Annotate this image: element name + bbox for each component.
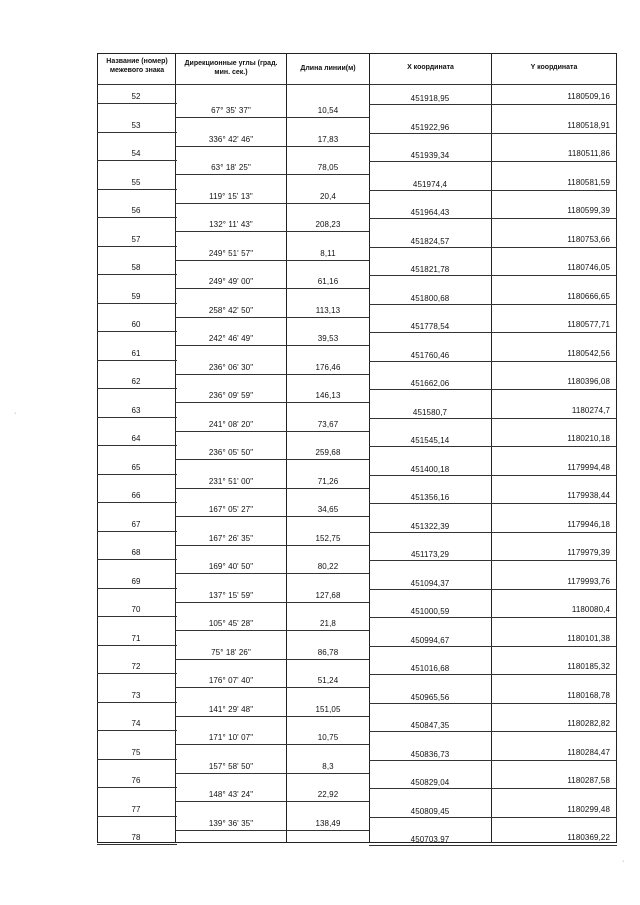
- point-underline: [97, 331, 177, 332]
- point-underline: [97, 445, 177, 446]
- y-coordinate-value: 1180284,47: [567, 747, 610, 757]
- y-coordinate-value: 1180185,32: [567, 662, 610, 671]
- point-underline: [97, 474, 177, 475]
- y-coordinate-value: 1180542,56: [567, 348, 610, 358]
- x-coordinate-value: 451662,06: [410, 379, 450, 388]
- line-length-value: 34,65: [317, 505, 339, 514]
- direction-angle-value: 132° 11' 43": [209, 220, 253, 229]
- segment-underline: [175, 231, 369, 232]
- coordinate-underline: [369, 104, 617, 105]
- column-divider: [286, 53, 287, 843]
- direction-angle-value: 258° 42' 50": [208, 305, 254, 315]
- x-coordinate-value: 451580,7: [412, 407, 448, 417]
- point-underline: [97, 274, 177, 275]
- point-number: 55: [131, 177, 141, 187]
- x-coordinate-value: 450847,35: [410, 721, 450, 730]
- y-coordinate-value: 1180369,22: [567, 833, 610, 842]
- point-number: 52: [131, 92, 141, 101]
- segment-underline: [175, 830, 369, 831]
- line-length-value: 259,68: [315, 448, 341, 457]
- point-number: 62: [131, 377, 141, 386]
- header-x-coordinate: X координата: [407, 64, 454, 71]
- y-coordinate-value: 1179946,18: [567, 519, 610, 529]
- x-coordinate-value: 451824,57: [410, 236, 450, 246]
- direction-angle-value: 249° 51' 57": [208, 248, 254, 258]
- segment-underline: [175, 260, 369, 261]
- x-coordinate-value: 451939,34: [410, 151, 450, 160]
- coordinate-underline: [369, 161, 617, 162]
- y-coordinate-value: 1180274,7: [571, 405, 610, 415]
- point-underline: [97, 103, 177, 104]
- header-rule: [97, 84, 617, 85]
- direction-angle-value: 249° 49' 00": [208, 277, 254, 286]
- y-coordinate-value: 1180511,86: [567, 149, 610, 158]
- line-length-value: 152,75: [315, 533, 341, 543]
- x-coordinate-value: 451964,43: [410, 208, 450, 217]
- x-coordinate-value: 451400,18: [410, 464, 450, 474]
- coordinate-underline: [369, 332, 617, 333]
- direction-angle-value: 176° 07' 40": [208, 676, 254, 685]
- point-number: 78: [131, 833, 141, 842]
- y-coordinate-value: 1180599,39: [567, 206, 610, 215]
- header-y-coordinate: Y координата: [530, 64, 578, 71]
- direction-angle-value: 169° 40' 50": [208, 562, 254, 571]
- coordinate-underline: [369, 133, 617, 134]
- page-dot: ·: [14, 410, 17, 417]
- x-coordinate-value: 451322,39: [410, 521, 450, 531]
- column-divider: [175, 53, 176, 843]
- y-coordinate-value: 1180518,91: [567, 120, 610, 130]
- segment-underline: [175, 146, 369, 147]
- segment-underline: [175, 431, 369, 432]
- line-length-value: 176,46: [315, 362, 341, 372]
- x-coordinate-value: 450836,73: [410, 749, 450, 759]
- coordinate-underline: [369, 532, 617, 533]
- coordinate-underline: [369, 845, 617, 846]
- point-number: 75: [131, 747, 141, 757]
- y-coordinate-value: 1180581,59: [567, 177, 610, 187]
- y-coordinate-value: 1180168,78: [567, 690, 610, 700]
- y-coordinate-value: 1179938,44: [567, 491, 610, 500]
- point-underline: [97, 360, 177, 361]
- point-number: 77: [131, 804, 141, 814]
- point-number: 63: [131, 405, 141, 415]
- segment-underline: [175, 288, 369, 289]
- segment-underline: [175, 488, 369, 489]
- point-number: 54: [131, 149, 141, 158]
- point-underline: [97, 502, 177, 503]
- y-coordinate-value: 1179993,76: [567, 576, 610, 586]
- y-coordinate-value: 1180396,08: [567, 377, 610, 386]
- segment-underline: [175, 317, 369, 318]
- point-underline: [97, 673, 177, 674]
- x-coordinate-value: 451918,95: [410, 94, 450, 103]
- segment-underline: [175, 801, 369, 802]
- y-coordinate-value: 1179994,48: [567, 462, 610, 472]
- line-length-value: 22,92: [317, 790, 339, 799]
- coordinate-underline: [369, 674, 617, 675]
- line-length-value: 21,8: [320, 619, 336, 628]
- direction-angle-value: 231° 51' 00": [208, 476, 254, 486]
- point-number: 61: [131, 348, 141, 358]
- coordinate-underline: [369, 218, 617, 219]
- point-underline: [97, 189, 177, 190]
- coordinate-underline: [369, 418, 617, 419]
- coordinate-underline: [369, 503, 617, 504]
- line-length-value: 10,75: [317, 733, 339, 742]
- x-coordinate-value: 451016,68: [410, 664, 450, 673]
- point-number: 71: [131, 633, 141, 643]
- segment-underline: [175, 744, 369, 745]
- point-underline: [97, 531, 177, 532]
- direction-angle-value: 167° 26' 35": [208, 533, 254, 543]
- point-number: 69: [131, 576, 141, 586]
- y-coordinate-value: 1180210,18: [567, 434, 610, 443]
- coordinate-underline: [369, 731, 617, 732]
- line-length-value: 8,3: [322, 761, 334, 771]
- direction-angle-value: 67° 35' 37": [211, 106, 251, 115]
- point-underline: [97, 246, 177, 247]
- segment-underline: [175, 402, 369, 403]
- point-number: 65: [131, 462, 141, 472]
- point-underline: [97, 645, 177, 646]
- direction-angle-value: 236° 05' 50": [208, 448, 254, 457]
- direction-angle-value: 157° 58' 50": [208, 761, 254, 771]
- column-divider: [491, 53, 492, 843]
- direction-angle-value: 105° 45' 28": [208, 619, 254, 628]
- point-number: 70: [131, 605, 141, 614]
- point-underline: [97, 388, 177, 389]
- line-length-value: 208,23: [315, 220, 341, 229]
- segment-underline: [175, 773, 369, 774]
- coordinate-underline: [369, 589, 617, 590]
- point-underline: [97, 844, 177, 845]
- segment-underline: [175, 345, 369, 346]
- direction-angle-value: 137° 15' 59": [208, 590, 254, 600]
- y-coordinate-value: 1180080,4: [571, 605, 610, 614]
- line-length-value: 8,11: [320, 248, 336, 258]
- coordinate-underline: [369, 475, 617, 476]
- column-divider: [369, 53, 370, 843]
- coordinate-underline: [369, 817, 617, 818]
- line-length-value: 61,16: [317, 277, 339, 286]
- x-coordinate-value: 451094,37: [410, 578, 450, 588]
- coordinate-underline: [369, 190, 617, 191]
- segment-underline: [175, 459, 369, 460]
- segment-underline: [175, 630, 369, 631]
- coordinate-underline: [369, 247, 617, 248]
- point-number: 66: [131, 491, 141, 500]
- line-length-value: 39,53: [317, 334, 339, 343]
- point-number: 68: [131, 548, 141, 557]
- coordinate-underline: [369, 560, 617, 561]
- segment-underline: [175, 516, 369, 517]
- point-underline: [97, 303, 177, 304]
- y-coordinate-value: 1180666,65: [567, 291, 610, 301]
- direction-angle-value: 139° 36' 35": [208, 818, 254, 828]
- direction-angle-value: 236° 09' 59": [208, 391, 254, 400]
- segment-underline: [175, 374, 369, 375]
- point-underline: [97, 132, 177, 133]
- line-length-value: 151,05: [315, 704, 341, 714]
- coordinate-underline: [369, 304, 617, 305]
- coordinate-underline: [369, 788, 617, 789]
- line-length-value: 113,13: [315, 305, 341, 315]
- x-coordinate-value: 451974,4: [412, 179, 448, 189]
- point-number: 57: [131, 234, 141, 244]
- segment-underline: [175, 602, 369, 603]
- coordinate-underline: [369, 361, 617, 362]
- point-underline: [97, 816, 177, 817]
- line-length-value: 51,24: [317, 676, 339, 685]
- point-number: 59: [131, 291, 141, 301]
- line-length-value: 78,05: [317, 163, 339, 172]
- coordinate-underline: [369, 617, 617, 618]
- x-coordinate-value: 451000,59: [410, 607, 450, 616]
- line-length-value: 71,26: [317, 476, 339, 486]
- y-coordinate-value: 1180101,38: [567, 633, 610, 643]
- point-number: 60: [131, 320, 141, 329]
- segment-underline: [175, 203, 369, 204]
- x-coordinate-value: 451800,68: [410, 293, 450, 303]
- x-coordinate-value: 451821,78: [410, 265, 450, 274]
- y-coordinate-value: 1180509,16: [567, 92, 610, 101]
- direction-angle-value: 119° 15' 13": [209, 191, 253, 201]
- x-coordinate-value: 451778,54: [410, 322, 450, 331]
- x-coordinate-value: 451356,16: [410, 493, 450, 502]
- coordinate-underline: [369, 760, 617, 761]
- direction-angle-value: 236° 06' 30": [208, 362, 254, 372]
- x-coordinate-value: 450994,67: [410, 635, 450, 645]
- direction-angle-value: 171° 10' 07": [208, 733, 254, 742]
- y-coordinate-value: 1180577,71: [567, 320, 610, 329]
- point-number: 53: [131, 120, 141, 130]
- line-length-value: 146,13: [315, 391, 341, 400]
- direction-angle-value: 242° 46' 49": [208, 334, 254, 343]
- point-number: 64: [131, 434, 141, 443]
- point-underline: [97, 588, 177, 589]
- point-number: 56: [131, 206, 141, 215]
- direction-angle-value: 141° 29' 48": [208, 704, 254, 714]
- y-coordinate-value: 1180287,58: [567, 776, 610, 785]
- point-number: 72: [131, 662, 141, 671]
- x-coordinate-value: 450965,56: [410, 692, 450, 702]
- y-coordinate-value: 1180753,66: [567, 234, 610, 244]
- coordinate-underline: [369, 275, 617, 276]
- point-number: 74: [131, 719, 141, 728]
- segment-underline: [175, 573, 369, 574]
- direction-angle-value: 336° 42' 46": [208, 134, 254, 144]
- point-underline: [97, 559, 177, 560]
- segment-underline: [175, 545, 369, 546]
- point-number: 76: [131, 776, 141, 785]
- line-length-value: 20,4: [320, 191, 336, 201]
- x-coordinate-value: 450703,97: [410, 835, 450, 844]
- line-length-value: 127,68: [315, 590, 341, 600]
- point-number: 58: [131, 263, 141, 272]
- x-coordinate-value: 450809,45: [410, 806, 450, 816]
- y-coordinate-value: 1180746,05: [567, 263, 610, 272]
- coordinate-underline: [369, 703, 617, 704]
- y-coordinate-value: 1180299,48: [567, 804, 610, 814]
- coordinate-underline: [369, 646, 617, 647]
- line-length-value: 10,54: [317, 106, 339, 115]
- direction-angle-value: 75° 18' 26": [211, 647, 251, 657]
- header-point-name: Название (номер) межевого знака: [106, 58, 168, 74]
- segment-underline: [175, 716, 369, 717]
- point-underline: [97, 702, 177, 703]
- coordinate-underline: [369, 446, 617, 447]
- line-length-value: 73,67: [317, 419, 339, 429]
- direction-angle-value: 167° 05' 27": [208, 505, 254, 514]
- header-direction-angles: Дирекционные углы (град. мин. сек.): [184, 60, 278, 76]
- page-dot: ·: [622, 858, 625, 865]
- segment-underline: [175, 174, 369, 175]
- direction-angle-value: 241° 08' 20": [208, 419, 254, 429]
- point-underline: [97, 759, 177, 760]
- line-length-value: 138,49: [315, 818, 341, 828]
- x-coordinate-value: 451922,96: [410, 122, 450, 132]
- point-underline: [97, 217, 177, 218]
- point-number: 67: [131, 519, 141, 529]
- line-length-value: 17,83: [317, 134, 339, 144]
- point-underline: [97, 417, 177, 418]
- y-coordinate-value: 1179979,39: [567, 548, 610, 557]
- point-underline: [97, 160, 177, 161]
- coordinate-underline: [369, 389, 617, 390]
- segment-underline: [175, 659, 369, 660]
- x-coordinate-value: 451545,14: [410, 436, 450, 445]
- point-number: 73: [131, 690, 141, 700]
- x-coordinate-value: 451760,46: [410, 350, 450, 360]
- line-length-value: 86,78: [317, 647, 339, 657]
- segment-underline: [175, 117, 369, 118]
- header-line-length: Длина линии(м): [300, 65, 356, 72]
- x-coordinate-value: 451173,29: [410, 550, 450, 559]
- point-underline: [97, 787, 177, 788]
- y-coordinate-value: 1180282,82: [567, 719, 610, 728]
- direction-angle-value: 63° 18' 25": [211, 163, 251, 172]
- direction-angle-value: 148° 43' 24": [208, 790, 254, 799]
- point-underline: [97, 616, 177, 617]
- line-length-value: 80,22: [317, 562, 339, 571]
- x-coordinate-value: 450829,04: [410, 778, 450, 787]
- segment-underline: [175, 687, 369, 688]
- point-underline: [97, 730, 177, 731]
